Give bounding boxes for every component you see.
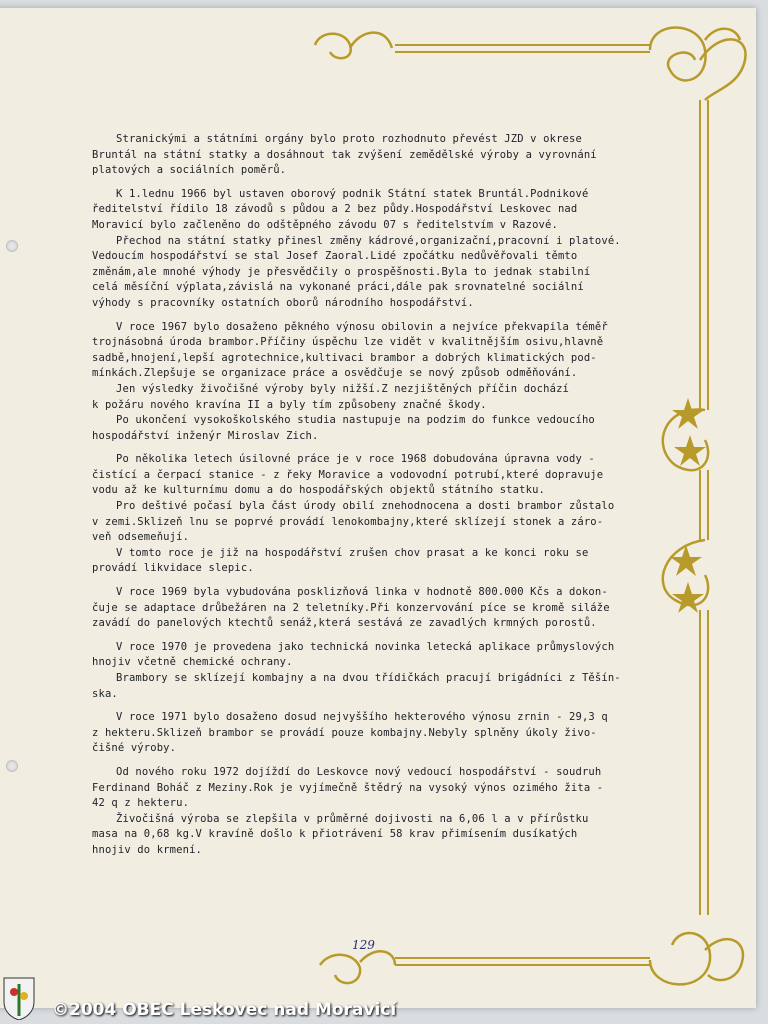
page-number: 129 bbox=[352, 938, 375, 952]
text-line: Jen výsledky živočišné výroby byly nižší.Z nezjištěných příčin dochází bbox=[116, 382, 570, 395]
text-line: k požáru nového kravína II a byly tím způsobeny značné škody. bbox=[92, 398, 487, 411]
text-line: čuje se adaptace drůbežáren na 2 teletníky.Při konzervování píce se kromě siláže bbox=[92, 601, 610, 614]
punch-hole bbox=[6, 760, 18, 772]
paragraph bbox=[92, 187, 632, 312]
copyright-footer: ©2004 OBEC Leskovec nad Moravicí bbox=[52, 1000, 397, 1020]
text-line: Vedoucím hospodářství se stal Josef Zaoral.Lidé zpočátku nedůvěřovali těmto bbox=[92, 250, 578, 263]
text-line: Přechod na státní statky přinesl změny kádrové,organizační,pracovní i platové. bbox=[116, 234, 621, 247]
text-line: vodu až ke kulturnímu domu a do hospodářských objektů státního statku. bbox=[92, 484, 546, 497]
text-line: veň odsemeňují. bbox=[92, 531, 190, 544]
text-line: platových a sociálních poměrů. bbox=[92, 164, 287, 177]
text-line: V roce 1969 byla vybudována posklizňová linka v hodnotě 800.000 Kčs a dokon- bbox=[116, 586, 608, 599]
text-line: Po několika letech úsilovné práce je v roce 1968 dobudována úpravna vody - bbox=[116, 453, 595, 466]
text-line: 42 q z hekteru. bbox=[92, 797, 190, 810]
paragraph bbox=[92, 452, 632, 577]
text-line: K 1.lednu 1966 byl ustaven oborový podnik Státní statek Bruntál.Podnikové bbox=[116, 187, 589, 200]
text-line: ředitelství řídilo 18 závodů s půdou a 2 bez půdy.Hospodářství Leskovec nad bbox=[92, 203, 578, 216]
text-line: ska. bbox=[92, 687, 118, 700]
text-line: Po ukončení vysokoškolského studia nastupuje na podzim do funkce vedoucího bbox=[116, 414, 595, 427]
text-line: čistící a čerpací stanice - z řeky Moravice a vodovodní potrubí,které dopravuje bbox=[92, 468, 604, 481]
text-line: Moravicí bylo začleněno do odštěpného závodu 07 s ředitelstvím v Razové. bbox=[92, 218, 558, 231]
text-line: Pro deštivé počasí byla část úrody obilí znehodnocena a dosti brambor zůstalo bbox=[116, 500, 615, 513]
text-line: V roce 1967 bylo dosaženo pěkného výnosu obilovin a nejvíce překvapila téměř bbox=[116, 320, 608, 333]
text-line: provádí likvidace slepic. bbox=[92, 562, 254, 575]
paragraph bbox=[92, 640, 632, 702]
paragraph bbox=[92, 132, 632, 179]
text-line: výhody s pracovníky ostatních oborů národního hospodářství. bbox=[92, 296, 474, 309]
paragraph bbox=[92, 765, 632, 859]
text-line: Ferdinand Boháč z Meziny.Rok je vyjímečně štědrý na vysoký výnos ozimého žita - bbox=[92, 781, 604, 794]
paragraph bbox=[92, 320, 632, 445]
paragraph bbox=[92, 585, 632, 632]
text-line: Brambory se sklízejí kombajny a na dvou třídičkách pracují brigádníci z Těšín- bbox=[116, 672, 621, 684]
text-line: mínkách.Zlepšuje se organizace práce a osvědčuje se nový způsob odměňování. bbox=[92, 367, 578, 380]
text-line: Od nového roku 1972 dojíždí do Leskovce nový vedoucí hospodářství - soudruh bbox=[116, 765, 602, 778]
text-line: celá měsíční výplata,závislá na vykonané práci,dále pak srovnatelné sociální bbox=[92, 281, 584, 294]
punch-hole bbox=[6, 240, 18, 252]
text-line: v zemi.Sklizeň lnu se poprvé provádí lenokombajny,které sklízejí stonek a záro- bbox=[92, 515, 604, 528]
text-line: Bruntál na státní statky a dosáhnout tak zvýšení zemědělské výroby a vyrovnání bbox=[92, 148, 597, 161]
text-line: změnám,ale mnohé výhody je přesvědčily o prospěšnosti.Byla to jednak stabilní bbox=[92, 265, 591, 278]
text-line: hnojiv do krmení. bbox=[92, 843, 203, 856]
text-line: V roce 1970 je provedena jako technická novinka letecká aplikace průmyslových bbox=[116, 640, 615, 653]
village-crest-icon bbox=[2, 976, 36, 1020]
text-line: Stranickými a státními orgány bylo proto rozhodnuto převést JZD v okrese bbox=[116, 133, 582, 145]
typewritten-text bbox=[92, 132, 632, 867]
text-line: zavádí do panelových ktechtů senáž,která sestává ze zavadlých krmných porostů. bbox=[92, 617, 597, 630]
text-line: čišné výroby. bbox=[92, 742, 177, 755]
text-line: V tomto roce je již na hospodářství zrušen chov prasat a ke konci roku se bbox=[116, 546, 589, 559]
text-line: Živočišná výroba se zlepšila v průměrné dojivosti na 6,06 l a v přírůstku bbox=[116, 812, 589, 825]
text-line: masa na 0,68 kg.V kravíně došlo k přiotrávení 58 krav přimísením dusíkatých bbox=[92, 828, 578, 841]
text-line: trojnásobná úroda brambor.Příčiny úspěchu lze vidět v kvalitnějším osivu,hlavně bbox=[92, 336, 604, 349]
paragraph bbox=[92, 710, 632, 757]
text-line: hospodářství inženýr Miroslav Zich. bbox=[92, 429, 319, 442]
text-line: sadbě,hnojení,lepší agrotechnice,kultivaci brambor a dobrých klimatických pod- bbox=[92, 351, 597, 364]
text-line: hnojiv včetně chemické ochrany. bbox=[92, 656, 293, 669]
text-line: V roce 1971 bylo dosaženo dosud nejvyššího hekterového výnosu zrnin - 29,3 q bbox=[116, 711, 608, 724]
text-line: z hekteru.Sklizeň brambor se provádí pouze kombajny.Nebyly splněny úkoly živo- bbox=[92, 726, 597, 739]
